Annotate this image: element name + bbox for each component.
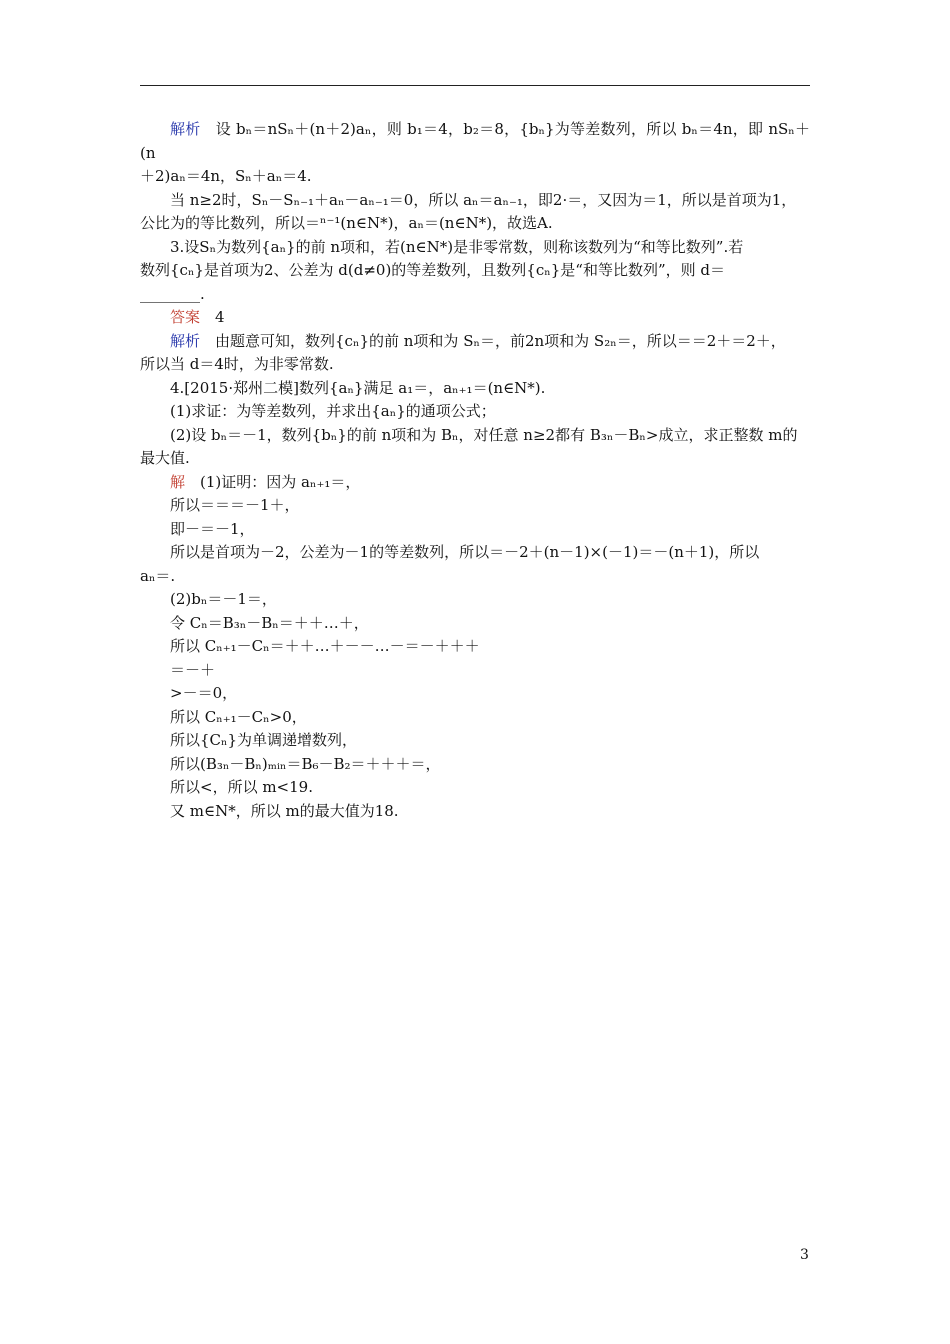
text-line (140, 494, 810, 518)
text-line (140, 330, 810, 354)
text-line (140, 729, 810, 753)
header-rule (140, 85, 810, 86)
line-text: 所以当 d＝4时，为非零常数. (140, 355, 334, 373)
text-line (140, 447, 810, 471)
text-line (140, 541, 810, 565)
line-text: (2)设 bₙ＝－1，数列{bₙ}的前 n项和为 Bₙ，对任意 n≥2都有 B₃ₙ－Bₙ>成立，求正整数 m的 (170, 425, 798, 444)
line-text: 由题意可知，数列{cₙ}的前 n项和为 Sₙ＝，前2n项和为 S₂ₙ＝，所以＝＝2＋＝2＋， (200, 331, 786, 350)
section-label: 解 (170, 472, 186, 491)
line-text: 3.设Sₙ为数列{aₙ}的前 n项和，若(n∈N*)是非零常数，则称该数列为“和等比数列”.若 (170, 237, 744, 256)
text-line (140, 706, 810, 730)
line-text: >－＝0， (170, 684, 238, 702)
line-text: (2)bₙ＝－1＝， (170, 590, 277, 608)
line-text: 4.[2015·郑州二模]数列{aₙ}满足 a₁＝，aₙ₊₁＝(n∈N*). (170, 378, 546, 397)
text-line (140, 776, 810, 800)
line-text: 数列{cₙ}是首项为2、公差为 d(d≠0)的等差数列，且数列{cₙ}是“和等比数列”，则 d＝ (140, 261, 725, 279)
text-line (140, 635, 810, 659)
text-line (140, 518, 810, 542)
text-line (140, 612, 810, 636)
line-text: ________. (140, 284, 205, 303)
text-line (140, 212, 810, 236)
line-text: 当 n≥2时，Sₙ－Sₙ₋₁＋aₙ－aₙ₋₁＝0，所以 aₙ＝aₙ₋₁，即2·＝，又因为＝1，所以是首项为1， (170, 190, 797, 209)
line-text: 所以 Cₙ₊₁－Cₙ>0， (170, 707, 307, 726)
text-line (140, 424, 810, 448)
line-text: 即－＝－1， (170, 519, 255, 538)
line-text: ＝－＋ (170, 660, 216, 679)
text-line (140, 283, 810, 307)
document-body (140, 118, 810, 823)
section-label: 答案 (170, 308, 201, 326)
section-label: 解析 (170, 331, 201, 350)
line-text: ＋2)aₙ＝4n，Sₙ＋aₙ＝4. (140, 167, 312, 185)
line-text: (1)求证：为等差数列，并求出{aₙ}的通项公式； (170, 402, 496, 420)
text-line (140, 471, 810, 495)
text-line (140, 659, 810, 683)
text-line (140, 377, 810, 401)
page-number: 3 (800, 1247, 809, 1263)
line-text: (1)证明：因为 aₙ₊₁＝， (185, 472, 361, 491)
text-line (140, 800, 810, 824)
line-text: 4 (200, 308, 225, 326)
text-line (140, 588, 810, 612)
text-line (140, 400, 810, 424)
text-line (140, 189, 810, 213)
text-line (140, 353, 810, 377)
line-text: aₙ＝. (140, 566, 176, 585)
line-text: 令 Cₙ＝B₃ₙ－Bₙ＝＋＋…＋， (170, 613, 369, 632)
line-text: 又 m∈N*，所以 m的最大值为18. (170, 801, 399, 820)
text-line (140, 565, 810, 589)
line-text: 所以(B₃ₙ－Bₙ)ₘᵢₙ＝B₆－B₂＝＋＋＋＝， (170, 754, 441, 773)
line-text: 所以＝＝＝－1＋， (170, 496, 300, 514)
section-label: 解析 (170, 120, 201, 138)
line-text: 所以{Cₙ}为单调递增数列， (170, 731, 358, 749)
text-line (140, 306, 810, 330)
line-text: 最大值. (140, 449, 190, 467)
text-line (140, 753, 810, 777)
line-text: 设 bₙ＝nSₙ＋(n＋2)aₙ，则 b₁＝4，b₂＝8，{bₙ}为等差数列，所以 bₙ＝4n，即 nSₙ＋(n (140, 120, 810, 162)
text-line (140, 118, 810, 165)
line-text: 所以是首项为－2，公差为－1的等差数列，所以＝－2＋(n－1)×(－1)＝－(n＋1)，所以 (170, 543, 760, 561)
text-line (140, 236, 810, 260)
text-line (140, 682, 810, 706)
line-text: 所以 Cₙ₊₁－Cₙ＝＋＋…＋－－…－＝－＋＋＋ (170, 637, 480, 655)
text-line (140, 259, 810, 283)
line-text: 公比为的等比数列，所以＝ⁿ⁻¹(n∈N*)，aₙ＝(n∈N*)，故选A. (140, 214, 553, 232)
line-text: 所以<，所以 m<19. (170, 778, 313, 796)
text-line (140, 165, 810, 189)
